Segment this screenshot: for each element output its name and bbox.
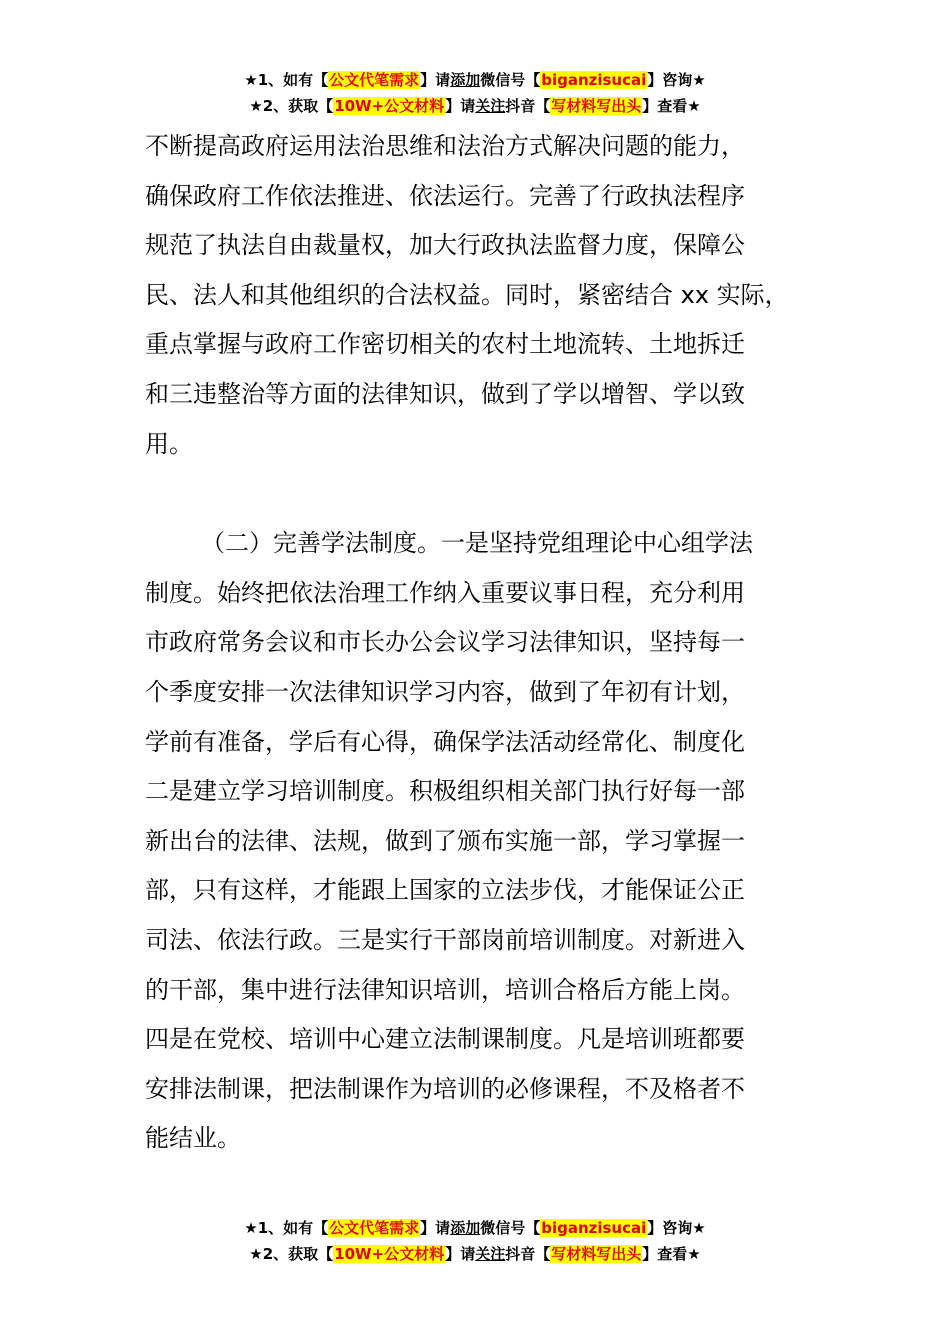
paragraph-spacer — [145, 469, 835, 519]
banner-text: 】请 — [420, 71, 451, 89]
paragraph-1 — [145, 122, 835, 469]
text-line: 新出台的法律、法规，做到了颁布实施一部，学习掌握一 — [145, 826, 745, 855]
text-line: 二是建立学习培训制度。积极组织相关部门执行好每一部 — [145, 777, 745, 806]
text-line: 确保政府工作依法推进、依法运行。完善了行政执法程序 — [145, 181, 745, 210]
banner-line-1 — [0, 1215, 950, 1241]
paragraph-2 — [145, 519, 835, 1164]
banner-line-2 — [0, 1241, 950, 1267]
footer-banner — [0, 1215, 950, 1267]
banner-text: 】查看★ — [642, 1245, 701, 1263]
text-line: 市政府常务会议和市长办公会议学习法律知识，坚持每一 — [145, 628, 745, 657]
banner-text: 】咨询★ — [647, 1219, 706, 1237]
banner-text: ★1、如有【 — [244, 1219, 329, 1237]
banner-text: 抖音【 — [505, 1245, 551, 1263]
banner-text: 】咨询★ — [647, 71, 706, 89]
banner-highlight: 10W+公文材料 — [334, 97, 445, 115]
text-line: 安排法制课，把法制课作为培训的必修课程，不及格者不 — [145, 1074, 745, 1103]
text-line: 四是在党校、培训中心建立法制课制度。凡是培训班都要 — [145, 1025, 745, 1054]
banner-underlined-text: 关注 — [475, 1245, 506, 1263]
banner-text: 】查看★ — [642, 97, 701, 115]
text-line: 制度。始终把依法治理工作纳入重要议事日程，充分利用 — [145, 578, 745, 607]
banner-text: 微信号【 — [480, 1219, 541, 1237]
banner-text: 】请 — [445, 1245, 476, 1263]
banner-highlight: biganzisucai — [541, 1219, 647, 1237]
banner-line-1 — [0, 67, 950, 93]
text-line: 司法、依法行政。三是实行干部岗前培训制度。对新进入 — [145, 925, 745, 954]
banner-underlined-text: 添加 — [450, 1219, 481, 1237]
banner-highlight: 写材料写出头 — [551, 97, 642, 115]
banner-text: 】请 — [420, 1219, 451, 1237]
text-line: 用。 — [145, 429, 193, 458]
text-line: 不断提高政府运用法治思维和法治方式解决问题的能力， — [145, 132, 745, 160]
text-line: 规范了执法自由裁量权，加大行政执法监督力度，保障公 — [145, 231, 745, 260]
text-line: 个季度安排一次法律知识学习内容，做到了年初有计划， — [145, 677, 745, 706]
banner-highlight: 写材料写出头 — [551, 1245, 642, 1263]
text-line: 能结业。 — [145, 1124, 241, 1153]
text-line: 部，只有这样，才能跟上国家的立法步伐，才能保证公正 — [145, 876, 745, 905]
banner-highlight: 公文代笔需求 — [329, 71, 420, 89]
banner-highlight: biganzisucai — [541, 71, 647, 89]
banner-text: ★1、如有【 — [244, 71, 329, 89]
section-heading-line: （二）完善学法制度。一是坚持党组理论中心组学法 — [201, 529, 753, 558]
text-line: 的干部，集中进行法律知识培训，培训合格后方能上岗。 — [145, 975, 745, 1004]
banner-highlight: 公文代笔需求 — [329, 1219, 420, 1237]
banner-text: 抖音【 — [505, 97, 551, 115]
text-line: 学前有准备，学后有心得，确保学法活动经常化、制度化 — [145, 727, 745, 756]
text-line: 民、法人和其他组织的合法权益。同时，紧密结合 xx 实际， — [145, 280, 789, 309]
text-line: 和三违整治等方面的法律知识，做到了学以增智、学以致 — [145, 379, 745, 408]
text-line: 重点掌握与政府工作密切相关的农村土地流转、土地拆迁 — [145, 330, 745, 359]
banner-text: 】请 — [445, 97, 476, 115]
header-banner — [0, 67, 950, 119]
banner-underlined-text: 关注 — [475, 97, 506, 115]
banner-text: ★2、获取【 — [249, 1245, 334, 1263]
document-body — [145, 122, 835, 1164]
banner-highlight: 10W+公文材料 — [334, 1245, 445, 1263]
banner-underlined-text: 添加 — [450, 71, 481, 89]
banner-line-2 — [0, 93, 950, 119]
banner-text: ★2、获取【 — [249, 97, 334, 115]
banner-text: 微信号【 — [480, 71, 541, 89]
